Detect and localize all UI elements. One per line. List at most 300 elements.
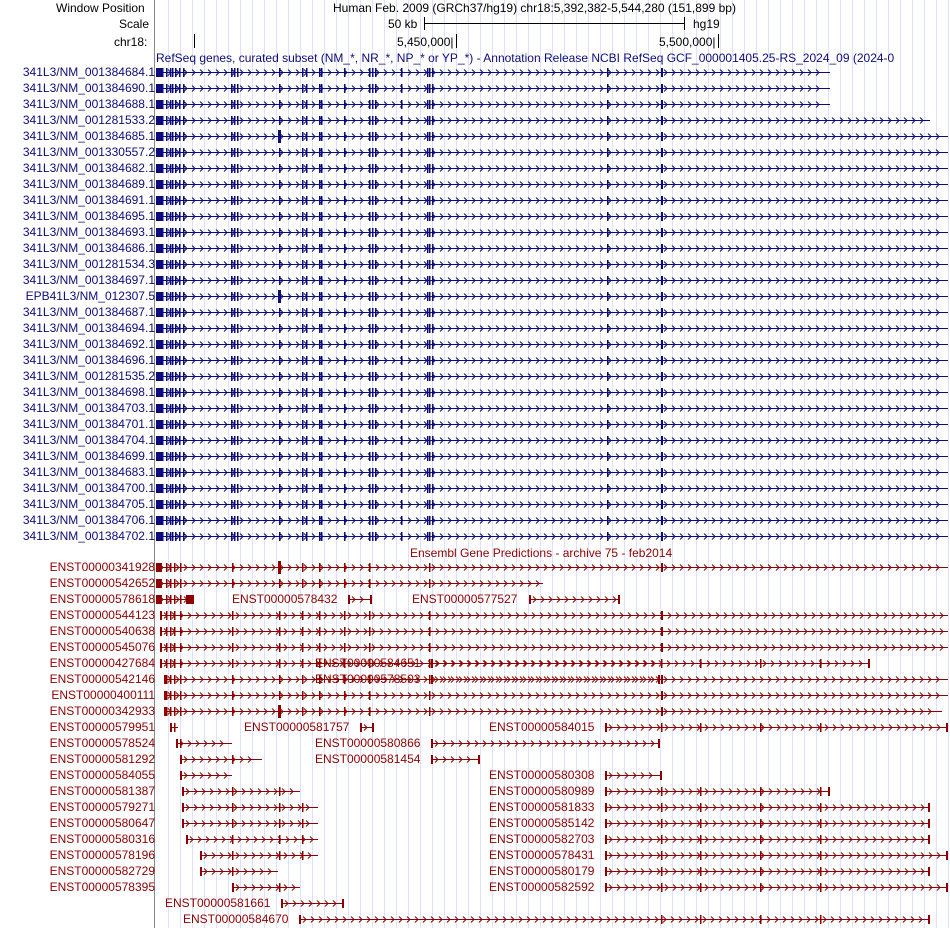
exon-mark <box>180 691 182 700</box>
exon-mark <box>401 484 403 493</box>
exon-mark <box>401 116 403 125</box>
exon-mark <box>372 228 374 237</box>
exon-mark <box>661 532 663 541</box>
exon-mark <box>344 388 346 397</box>
exon-mark <box>234 84 236 93</box>
exon-mark <box>401 372 403 381</box>
exon-mark <box>321 308 323 317</box>
exon-mark <box>237 356 239 365</box>
exon-mark <box>170 244 172 253</box>
exon-mark <box>607 148 609 157</box>
exon-mark <box>661 500 663 509</box>
exon-mark <box>369 68 371 77</box>
exon-mark <box>179 84 181 93</box>
exon-mark <box>172 148 174 157</box>
exon-mark <box>166 340 168 349</box>
exon-mark <box>183 260 185 269</box>
exon-mark <box>156 340 163 349</box>
exon-mark <box>179 372 181 381</box>
exon-mark <box>174 643 176 652</box>
exon-mark <box>607 388 609 397</box>
exon-mark <box>319 452 321 461</box>
exon-mark <box>344 324 346 333</box>
exon-mark <box>175 388 177 397</box>
exon-mark <box>427 388 429 397</box>
exon-mark <box>401 468 403 477</box>
exon-mark <box>432 452 434 461</box>
exon-mark <box>427 308 429 317</box>
exon-mark <box>372 196 374 205</box>
exon-mark <box>175 500 177 509</box>
exon-mark <box>232 851 234 860</box>
exon-mark <box>321 196 323 205</box>
exon-mark <box>175 180 177 189</box>
exon-mark <box>231 532 233 541</box>
exon-mark <box>432 308 434 317</box>
exon-mark <box>166 595 168 604</box>
exon-mark <box>279 851 281 860</box>
exon-mark <box>319 228 321 237</box>
exon-mark <box>172 276 174 285</box>
exon-mark <box>231 452 233 461</box>
exon-mark <box>237 516 239 525</box>
exon-mark <box>306 132 308 141</box>
exon-mark <box>344 244 346 253</box>
exon-mark <box>162 340 164 349</box>
exon-mark <box>401 276 403 285</box>
exon-mark <box>234 196 236 205</box>
exon-mark <box>172 68 174 77</box>
exon-mark <box>302 563 304 572</box>
exon-mark <box>183 372 185 381</box>
exon-mark <box>278 561 281 574</box>
exon-mark <box>175 356 177 365</box>
exon-mark <box>302 308 304 317</box>
exon-mark <box>607 196 609 205</box>
exon-mark <box>175 116 177 125</box>
exon-mark <box>166 324 168 333</box>
exon-mark <box>234 228 236 237</box>
exon-mark <box>427 356 429 365</box>
exon-mark <box>162 292 164 301</box>
exon-mark <box>661 276 663 285</box>
exon-mark <box>401 420 403 429</box>
exon-mark <box>607 180 609 189</box>
exon-mark <box>179 212 181 221</box>
exon-mark <box>200 867 202 876</box>
exon-mark <box>319 707 321 716</box>
exon-mark <box>172 292 174 301</box>
exon-mark <box>306 116 308 125</box>
exon-mark <box>162 308 164 317</box>
exon-mark <box>166 691 168 700</box>
exon-mark <box>401 516 403 525</box>
exon-mark <box>372 84 374 93</box>
exon-mark <box>183 468 185 477</box>
exon-mark <box>179 404 181 413</box>
exon-mark <box>401 404 403 413</box>
exon-mark <box>429 292 431 301</box>
exon-mark <box>232 707 234 716</box>
exon-mark <box>321 388 323 397</box>
exon-mark <box>180 643 182 652</box>
exon-mark <box>237 244 239 253</box>
exon-mark <box>344 452 346 461</box>
exon-mark <box>175 212 177 221</box>
exon-mark <box>279 819 281 828</box>
exon-mark <box>375 68 377 77</box>
exon-mark <box>231 212 233 221</box>
exon-mark <box>427 228 429 237</box>
exon-mark <box>306 292 308 301</box>
exon-mark <box>306 308 308 317</box>
exon-mark <box>279 484 281 493</box>
exon-mark <box>344 420 346 429</box>
exon-mark <box>344 500 346 509</box>
exon-mark <box>427 324 429 333</box>
exon-mark <box>170 180 172 189</box>
exon-mark <box>175 260 177 269</box>
exon-mark <box>432 116 434 125</box>
exon-mark <box>429 675 431 684</box>
exon-mark <box>868 659 870 668</box>
exon-mark <box>156 180 163 189</box>
exon-mark <box>372 260 374 269</box>
exon-mark <box>661 691 663 700</box>
exon-mark <box>375 452 377 461</box>
exon-mark <box>432 260 434 269</box>
exon-mark <box>427 148 429 157</box>
exon-mark <box>302 116 304 125</box>
exon-mark <box>369 116 371 125</box>
exon-mark <box>369 244 371 253</box>
exon-mark <box>344 116 346 125</box>
exon-mark <box>302 452 304 461</box>
exon-mark <box>302 803 304 812</box>
exon-mark <box>156 148 163 157</box>
exon-mark <box>231 420 233 429</box>
exon-mark <box>302 532 304 541</box>
exon-mark <box>234 260 236 269</box>
exon-mark <box>369 516 371 525</box>
exon-mark <box>661 643 663 652</box>
exon-mark <box>607 468 609 477</box>
exon-mark <box>401 436 403 445</box>
exon-mark <box>278 130 281 143</box>
exon-mark <box>321 116 323 125</box>
exon-mark <box>372 116 374 125</box>
exon-mark <box>432 148 434 157</box>
exon-mark <box>321 260 323 269</box>
exon-mark <box>174 691 176 700</box>
exon-mark <box>429 356 431 365</box>
exon-mark <box>302 68 304 77</box>
exon-mark <box>170 148 172 157</box>
exon-mark <box>170 356 172 365</box>
exon-mark <box>306 356 308 365</box>
exon-mark <box>658 675 660 684</box>
exon-mark <box>319 516 321 525</box>
exon-mark <box>180 771 182 780</box>
exon-mark <box>279 404 281 413</box>
exon-mark <box>279 468 281 477</box>
exon-mark <box>306 324 308 333</box>
exon-mark <box>306 212 308 221</box>
exon-mark <box>172 340 174 349</box>
exon-mark <box>607 68 609 77</box>
exon-mark <box>700 659 702 668</box>
exon-mark <box>302 356 304 365</box>
exon-mark <box>237 276 239 285</box>
exon-mark <box>279 611 281 620</box>
exon-mark <box>306 468 308 477</box>
exon-mark <box>319 308 321 317</box>
exon-mark <box>375 516 377 525</box>
exon-mark <box>232 755 234 764</box>
exon-mark <box>401 340 403 349</box>
exon-mark <box>231 100 233 109</box>
exon-mark <box>369 611 371 620</box>
exon-mark <box>372 356 374 365</box>
exon-mark <box>344 100 346 109</box>
exon-mark <box>156 84 163 93</box>
exon-mark <box>237 100 239 109</box>
exon-mark <box>661 196 663 205</box>
exon-mark <box>180 627 182 636</box>
exon-mark <box>369 563 371 572</box>
exon-mark <box>279 500 281 509</box>
exon-mark <box>432 180 434 189</box>
exon-mark <box>306 228 308 237</box>
exon-mark <box>401 180 403 189</box>
exon-mark <box>661 324 663 333</box>
exon-mark <box>231 324 233 333</box>
exon-mark <box>372 388 374 397</box>
exon-mark <box>321 244 323 253</box>
exon-mark <box>344 707 346 716</box>
exon-mark <box>375 308 377 317</box>
exon-mark <box>231 292 233 301</box>
exon-mark <box>375 388 377 397</box>
exon-mark <box>175 164 177 173</box>
exon-mark <box>170 340 172 349</box>
exon-mark <box>344 436 346 445</box>
exon-mark <box>237 180 239 189</box>
exon-mark <box>661 659 663 668</box>
exon-mark <box>372 244 374 253</box>
exon-mark <box>170 116 172 125</box>
exon-mark <box>319 356 321 365</box>
exon-mark <box>170 659 172 668</box>
exon-mark <box>156 196 163 205</box>
exon-mark <box>175 244 177 253</box>
exon-mark <box>234 308 236 317</box>
exon-mark <box>237 404 239 413</box>
exon-mark <box>172 484 174 493</box>
exon-mark <box>279 516 281 525</box>
exon-mark <box>432 388 434 397</box>
exon-mark <box>369 500 371 509</box>
exon-mark <box>432 244 434 253</box>
exon-mark <box>306 340 308 349</box>
exon-mark <box>183 388 185 397</box>
exon-mark <box>375 324 377 333</box>
exon-mark <box>170 196 172 205</box>
exon-mark <box>321 68 323 77</box>
exon-mark <box>321 180 323 189</box>
exon-mark <box>429 707 431 716</box>
exon-mark <box>170 675 172 684</box>
exon-mark <box>166 372 168 381</box>
exon-mark <box>369 276 371 285</box>
exon-mark <box>344 532 346 541</box>
exon-mark <box>279 579 281 588</box>
exon-mark <box>179 388 181 397</box>
exon-mark <box>372 500 374 509</box>
exon-mark <box>170 627 172 636</box>
exon-mark <box>172 116 174 125</box>
exon-mark <box>166 643 168 652</box>
exon-mark <box>172 516 174 525</box>
exon-mark <box>170 276 172 285</box>
exon-mark <box>172 404 174 413</box>
exon-mark <box>432 164 434 173</box>
exon-mark <box>429 643 431 652</box>
exon-mark <box>302 164 304 173</box>
exon-mark <box>319 260 321 269</box>
exon-mark <box>179 292 181 301</box>
exon-mark <box>306 420 308 429</box>
exon-mark <box>302 516 304 525</box>
exon-mark <box>170 308 172 317</box>
exon-mark <box>607 500 609 509</box>
exon-mark <box>179 100 181 109</box>
exon-mark <box>279 196 281 205</box>
exon-mark <box>179 68 181 77</box>
exon-mark <box>427 468 429 477</box>
exon-mark <box>321 436 323 445</box>
exon-mark <box>401 68 403 77</box>
exon-mark <box>607 532 609 541</box>
exon-mark <box>429 404 431 413</box>
exon-mark <box>344 276 346 285</box>
exon-mark <box>432 436 434 445</box>
exon-mark <box>432 196 434 205</box>
exon-mark <box>372 372 374 381</box>
exon-mark <box>279 803 281 812</box>
exon-mark <box>156 404 163 413</box>
exon-mark <box>432 516 434 525</box>
exon-mark <box>183 452 185 461</box>
exon-mark <box>302 835 304 844</box>
exon-mark <box>429 68 431 77</box>
exon-mark <box>321 420 323 429</box>
exon-mark <box>175 292 177 301</box>
exon-mark <box>372 532 374 541</box>
exon-mark <box>372 68 374 77</box>
exon-mark <box>344 627 346 636</box>
exon-mark <box>183 324 185 333</box>
exon-mark <box>162 196 164 205</box>
exon-mark <box>369 148 371 157</box>
exon-mark <box>231 436 233 445</box>
exon-mark <box>344 516 346 525</box>
exon-mark <box>234 132 236 141</box>
exon-mark <box>372 100 374 109</box>
exon-mark <box>166 468 168 477</box>
exon-mark <box>279 68 281 77</box>
exon-mark <box>179 116 181 125</box>
exon-mark <box>432 468 434 477</box>
exon-mark <box>429 180 431 189</box>
exon-mark <box>375 84 377 93</box>
exon-mark <box>232 867 234 876</box>
exon-mark <box>279 356 281 365</box>
exon-mark <box>170 691 172 700</box>
exon-mark <box>166 516 168 525</box>
exon-mark <box>302 388 304 397</box>
exon-mark <box>175 404 177 413</box>
exon-mark <box>156 436 163 445</box>
exon-mark <box>432 372 434 381</box>
exon-mark <box>607 228 609 237</box>
exon-mark <box>172 452 174 461</box>
exon-mark <box>234 484 236 493</box>
exon-mark <box>321 532 323 541</box>
exon-mark <box>183 340 185 349</box>
exon-mark <box>306 84 308 93</box>
exon-mark <box>172 164 174 173</box>
exon-mark <box>179 340 181 349</box>
exon-mark <box>661 100 663 109</box>
exon-mark <box>172 132 174 141</box>
exon-mark <box>369 707 371 716</box>
exon-mark <box>370 595 372 604</box>
exon-mark <box>429 340 431 349</box>
exon-mark <box>369 532 371 541</box>
exon-mark <box>279 420 281 429</box>
exon-mark <box>344 404 346 413</box>
exon-mark <box>432 100 434 109</box>
exon-mark <box>344 468 346 477</box>
exon-mark <box>427 276 429 285</box>
exon-mark <box>302 643 304 652</box>
exon-mark <box>183 404 185 413</box>
exon-mark <box>156 308 163 317</box>
exon-mark <box>182 787 184 796</box>
exon-mark <box>234 244 236 253</box>
exon-mark <box>180 563 182 572</box>
exon-mark <box>429 260 431 269</box>
exon-mark <box>427 404 429 413</box>
exon-mark <box>164 675 166 684</box>
exon-mark <box>369 340 371 349</box>
exon-mark <box>179 452 181 461</box>
exon-mark <box>319 611 321 620</box>
exon-mark <box>166 436 168 445</box>
exon-mark <box>279 372 281 381</box>
exon-mark <box>375 468 377 477</box>
exon-mark <box>321 84 323 93</box>
exon-mark <box>369 260 371 269</box>
exon-mark <box>175 84 177 93</box>
exon-mark <box>279 244 281 253</box>
exon-mark <box>661 627 663 636</box>
exon-mark <box>661 356 663 365</box>
exon-mark <box>302 100 304 109</box>
exon-mark <box>369 308 371 317</box>
exon-mark <box>661 228 663 237</box>
